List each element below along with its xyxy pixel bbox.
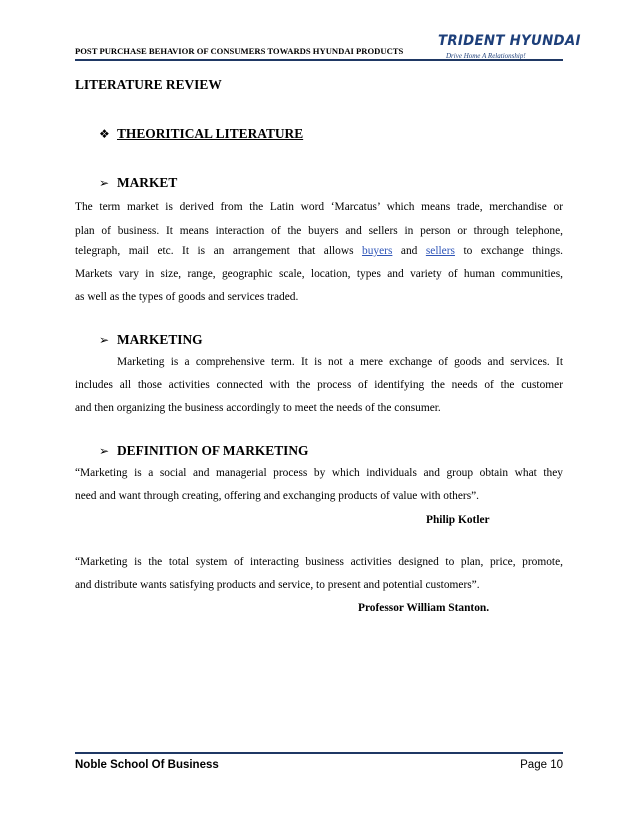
marketing-line-1: Marketing is a comprehensive term. It is not a mere exchange of goods and services. It xyxy=(117,356,563,368)
logo-text: TRIDENT HYUNDAI xyxy=(438,33,581,49)
page-number: Page 10 xyxy=(520,759,563,771)
market-line-3-before: telegraph, mail etc. It is an arrangement that allows xyxy=(75,245,354,257)
marketing-heading xyxy=(99,332,203,348)
sellers-link[interactable]: sellers xyxy=(425,245,455,257)
market-line-2: plan of business. It means interaction of the buyers and sellers in person or through telephone, xyxy=(75,225,563,237)
quote1-line-2: need and want through creating, offering and exchanging products of value with others”. xyxy=(75,490,480,502)
definition-heading xyxy=(99,443,308,459)
definition-title: DEFINITION OF MARKETING xyxy=(117,443,309,458)
buyers-link[interactable]: buyers xyxy=(362,245,393,257)
marketing-line-2: includes all those activities connected with the process of identifying the needs of the customer xyxy=(75,379,563,391)
quote1-author: Philip Kotler xyxy=(426,514,490,526)
marketing-line-3: and then organizing the business accordingly to meet the needs of the consumer. xyxy=(75,402,441,414)
market-line-3-after: to exchange things. xyxy=(463,245,564,257)
footer-school: Noble School Of Business xyxy=(75,759,219,771)
arrow-bullet-icon: ➢ xyxy=(99,444,110,458)
market-line-4: Markets vary in size, range, geographic scale, location, types and variety of human communities, xyxy=(75,268,563,280)
theoretical-heading xyxy=(99,126,303,142)
logo-tagline: Drive Home A Relationship! xyxy=(446,52,526,60)
and-word: and xyxy=(400,245,418,257)
header-rule xyxy=(75,59,563,61)
market-heading xyxy=(99,175,177,191)
market-title: MARKET xyxy=(117,175,178,190)
diamond-bullet-icon: ❖ xyxy=(99,127,110,141)
marketing-title: MARKETING xyxy=(117,332,203,347)
quote2-author: Professor William Stanton. xyxy=(358,602,490,614)
footer-rule xyxy=(75,752,563,754)
section-title: LITERATURE REVIEW xyxy=(75,77,222,92)
quote1-line-1: “Marketing is a social and managerial process by which individuals and group obtain what they xyxy=(75,467,563,479)
header-title: POST PURCHASE BEHAVIOR OF CONSUMERS TOWARDS HYUNDAI PRODUCTS xyxy=(75,46,404,56)
arrow-bullet-icon: ➢ xyxy=(99,333,110,347)
arrow-bullet-icon: ➢ xyxy=(99,176,110,190)
market-line-3 xyxy=(75,245,563,257)
market-line-1: The term market is derived from the Latin word ‘Marcatus’ which means trade, merchandise or xyxy=(75,201,563,213)
theoretical-title: THEORITICAL LITERATURE xyxy=(117,126,304,141)
trident-hyundai-logo xyxy=(438,33,581,67)
market-line-5: as well as the types of goods and services traded. xyxy=(75,291,299,303)
quote2-line-1: “Marketing is the total system of interacting business activities designed to plan, price, promote, xyxy=(75,556,563,568)
quote2-line-2: and distribute wants satisfying products and service, to present and potential customers”. xyxy=(75,579,480,591)
